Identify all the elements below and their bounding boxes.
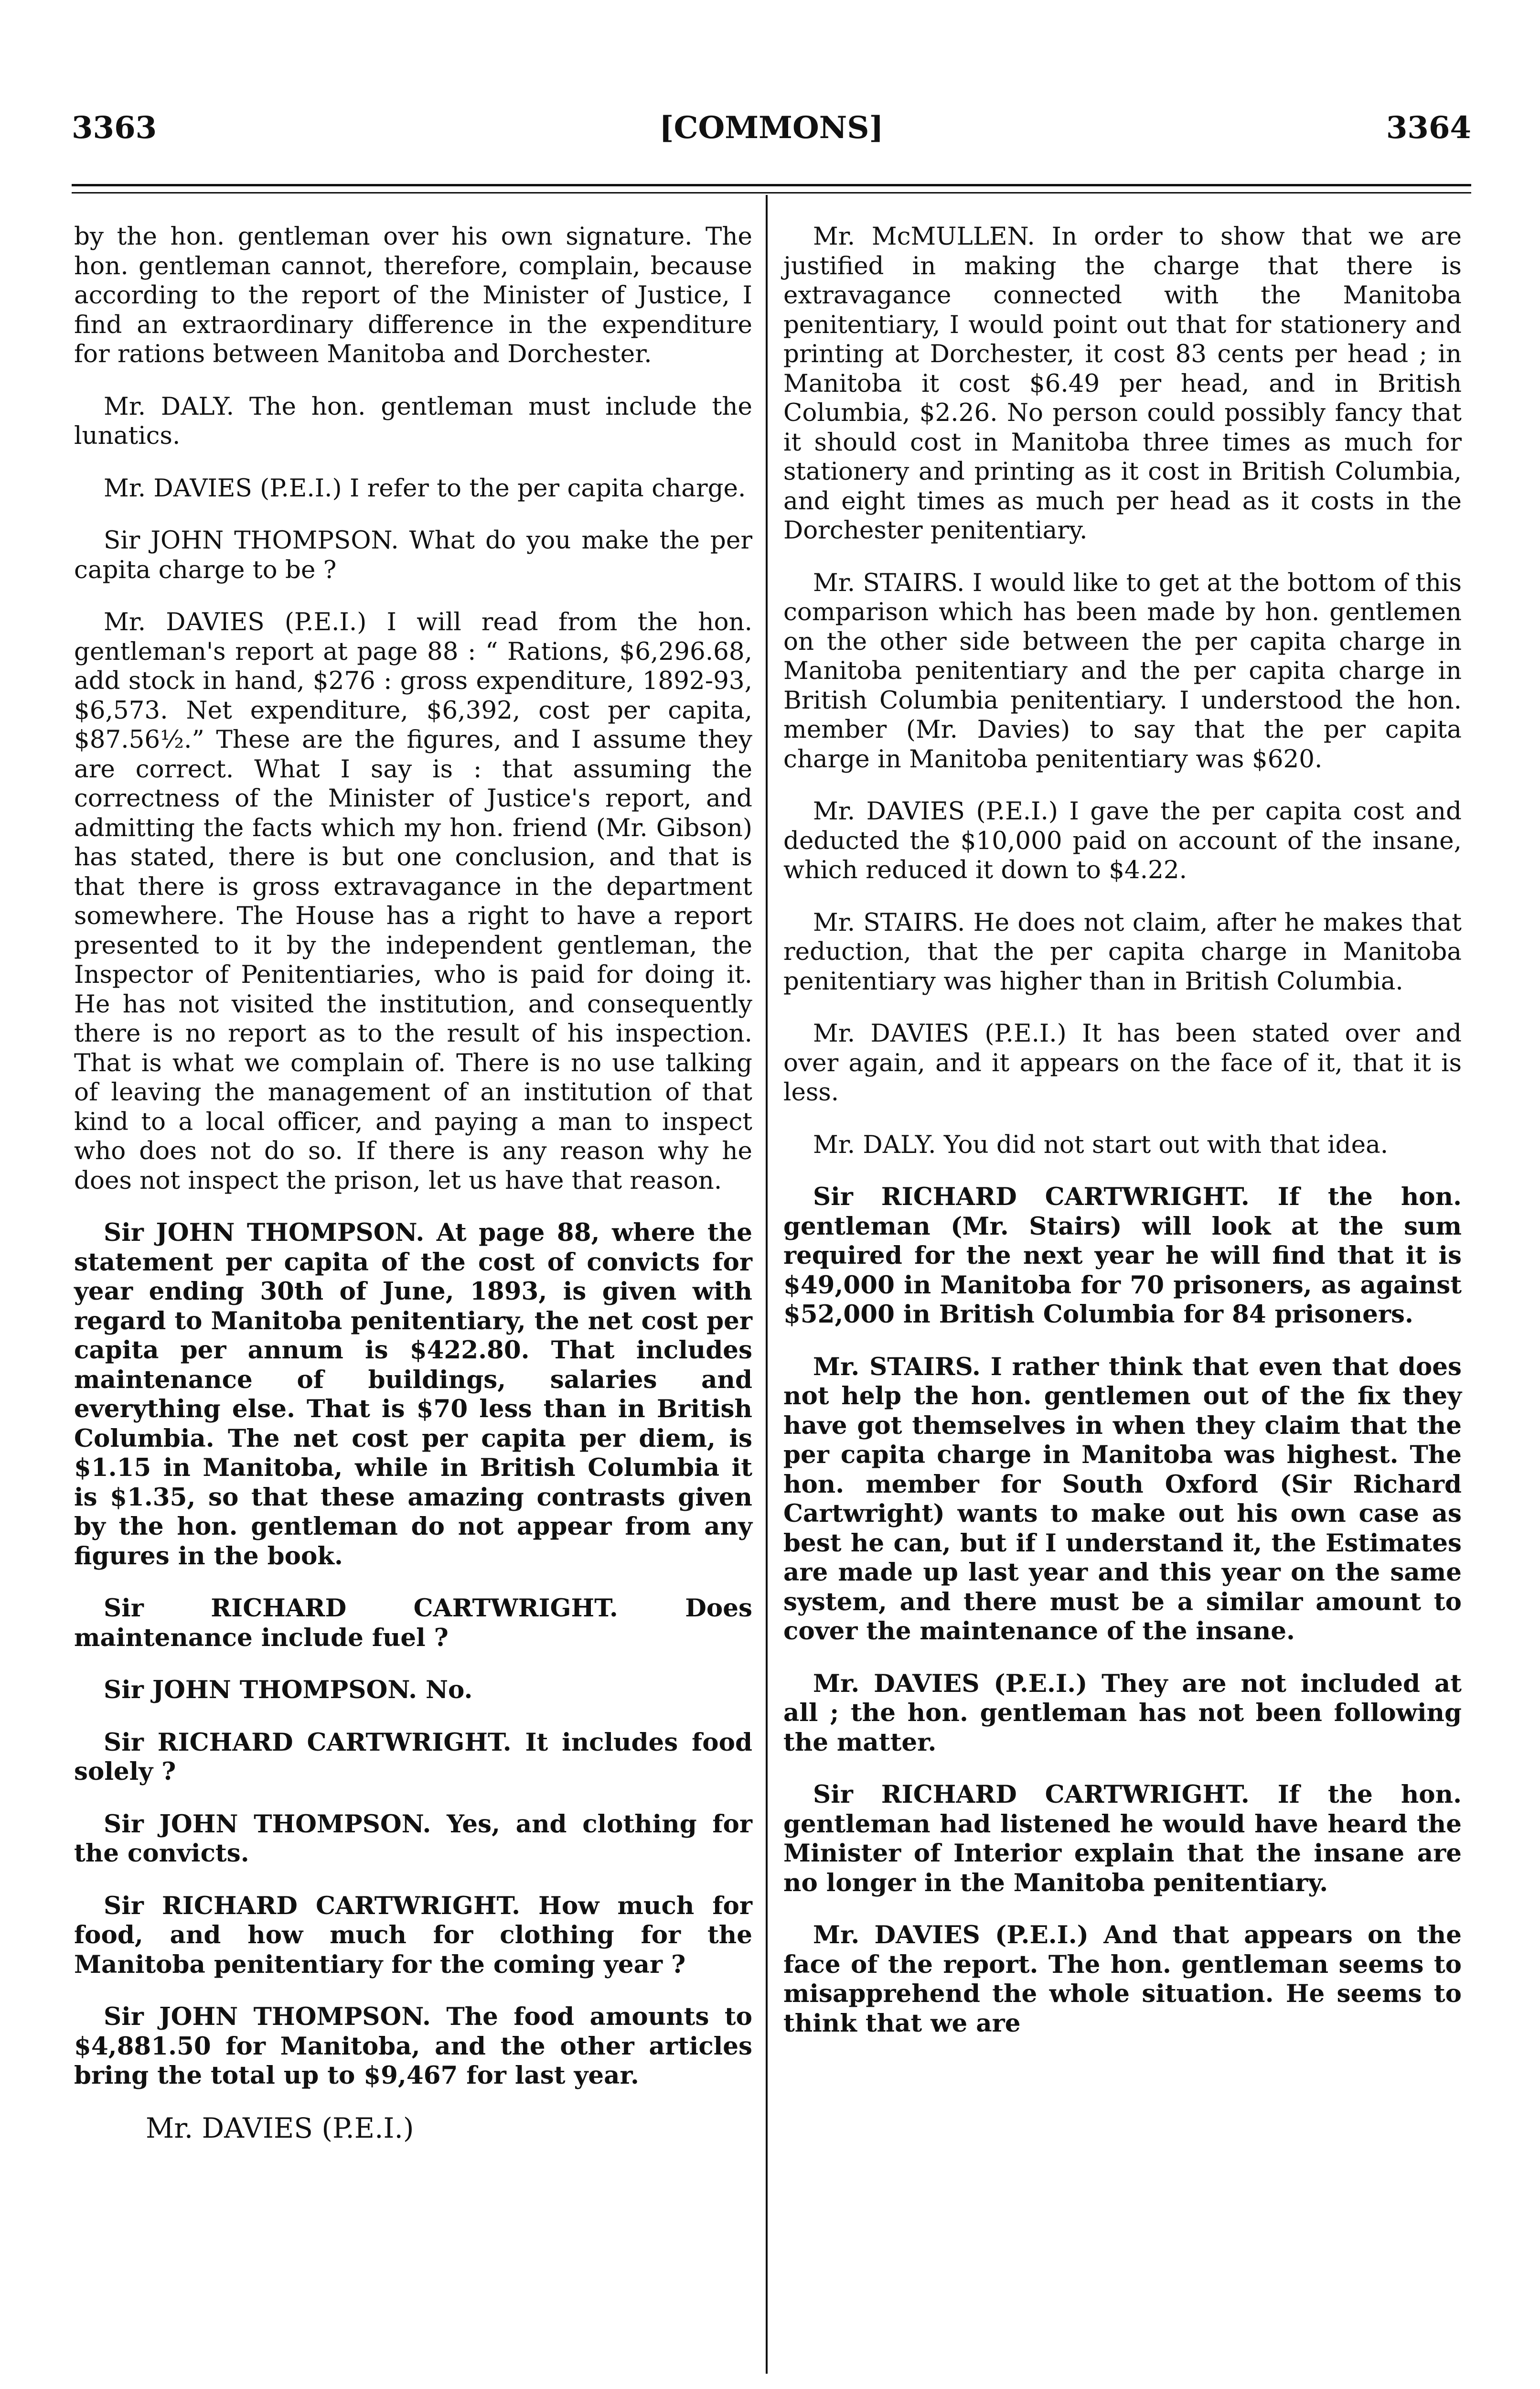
header-rule-top [72,184,1471,186]
paragraph: Mr. McMULLEN. In order to show that we are justified in making the charge that there is extravagance connected with the Manitoba penitentiary, I would point out that for stationery and printing at Dorchester, it cost 83 cents per head ; in Manitoba it cost $6.49 per head, and in British Columbia, $2.26. No person could possibly fancy that it should cost in Manitoba three times as much for stationery and printing as it cost in British Columbia, and eight times as much per head as it costs in the Dorchester penitentiary. [783,222,1462,545]
paragraph: Mr. STAIRS. I would like to get at the bottom of this comparison which has been made by hon. gentlemen on the other side between the per capita charge in Manitoba penitentiary and the per capita charge in British Columbia penitentiary. I understood the hon. member (Mr. Davies) to say that the per capita charge in Manitoba penitentiary was $620. [783,568,1462,774]
paragraph: Sir RICHARD CARTWRIGHT. If the hon. gentleman (Mr. Stairs) will look at the sum required for the next year he will find that it is $49,000 in Manitoba for 70 prisoners, as against $52,000 in British Columbia for 84 prisoners. [783,1183,1462,1329]
paragraph: Mr. DAVIES (P.E.I.) I will read from the hon. gentleman's report at page 88 : “ Rations, $6,296.68, add stock in hand, $276 : gross expenditure, 1892-93, $6,573. Net expenditure, $6,392, cost per capita, $87.56½.” These are the figures, and I assume they are correct. What I say is : that assuming the correctness of the Minister of Justice's report, and admitting the facts which my hon. friend (Mr. Gibson) has stated, there is but one conclusion, and that is that there is gross extravagance in the department somewhere. The House has a right to have a report presented to it by the independent gentleman, the Inspector of Penitentiaries, who is paid for doing it. He has not visited the institution, and consequently there is no report as to the result of his inspection. That is what we complain of. There is no use talking of leaving the management of an institution of that kind to a local officer, and paying a man to inspect who does not do so. If there is any reason why he does not inspect the prison, let us have that reason. [74,608,752,1195]
paragraph: Mr. DALY. You did not start out with that idea. [813,1130,1389,1159]
paragraph: Mr. DAVIES (P.E.I.) It has been stated over and over again, and it appears on the face of it, that it is less. [783,1019,1462,1107]
paragraph: Sir JOHN THOMPSON. What do you make the per capita charge to be ? [74,526,752,584]
paragraph: Mr. STAIRS. He does not claim, after he makes that reduction, that the per capita charge in Manitoba penitentiary was higher than in British Columbia. [783,908,1462,996]
paragraph: Mr. DAVIES (P.E.I.) They are not included at all ; the hon. gentleman has not been following the matter. [783,1669,1462,1757]
paragraph: by the hon. gentleman over his own signature. The hon. gentleman cannot, therefore, complain, because according to the report of the Minister of Justice, I find an extraordinary difference in the expenditure for rations between Manitoba and Dorchester. [74,222,752,368]
page-title: [COMMONS] [659,110,884,146]
page-number-left: 3363 [72,110,157,146]
paragraph: Mr. DAVIES (P.E.I.) And that appears on the face of the report. The hon. gentleman seems to misapprehend the whole situation. He seems to think that we are [783,1921,1462,2038]
paragraph: Sir JOHN THOMPSON. The food amounts to $4,881.50 for Manitoba, and the other articles bring the total up to $9,467 for last year. [74,2002,752,2090]
paragraph: Mr. STAIRS. I rather think that even that does not help the hon. gentlemen out of the fix they have got themselves in when they claim that the per capita charge in Manitoba was highest. The hon. member for South Oxford (Sir Richard Cartwright) wants to make out his own case as best he can, but if I understand it, the Estimates are made up last year and this year on the same system, and there must be a similar amount to cover the maintenance of the insane. [783,1352,1462,1646]
paragraph: Sir JOHN THOMPSON. No. [104,1676,473,1704]
header-rule-bottom [72,192,1471,194]
paragraph: Sir RICHARD CARTWRIGHT. If the hon. gentleman had listened he would have heard the Minister of Interior explain that the insane are no longer in the Manitoba penitentiary. [783,1780,1462,1897]
page-header [72,100,1471,153]
paragraph: Mr. DAVIES (P.E.I.) I gave the per capita cost and deducted the $10,000 paid on account of the insane, which reduced it down to $4.22. [783,797,1462,884]
paragraph: Sir RICHARD CARTWRIGHT. It includes food solely ? [74,1728,752,1786]
paragraph: Mr. DALY. The hon. gentleman must include the lunatics. [74,392,752,450]
column-divider [766,195,768,2374]
paragraph: Mr. DAVIES (P.E.I.) I refer to the per capita charge. [104,473,746,503]
page-footer-speaker: Mr. DAVIES (P.E.I.) [146,2111,414,2144]
right-column [783,222,1462,2061]
paragraph: Sir JOHN THOMPSON. Yes, and clothing for the convicts. [74,1809,752,1868]
paragraph: Sir JOHN THOMPSON. At page 88, where the statement per capita of the cost of convicts for year ending 30th of June, 1893, is given with regard to Manitoba penitentiary, the net cost per capita per annum is $422.80. That includes maintenance of buildings, salaries and everything else. That is $70 less than in British Columbia. The net cost per capita per diem, is $1.15 in Manitoba, while in British Columbia it is $1.35, so that these amazing contrasts given by the hon. gentleman do not appear from any figures in the book. [74,1218,752,1571]
paragraph: Sir RICHARD CARTWRIGHT. Does maintenance include fuel ? [74,1594,752,1652]
paragraph: Sir RICHARD CARTWRIGHT. How much for food, and how much for clothing for the Manitoba penitentiary for the coming year ? [74,1891,752,1979]
left-column [74,222,752,2166]
page-number-right: 3364 [1386,110,1471,146]
